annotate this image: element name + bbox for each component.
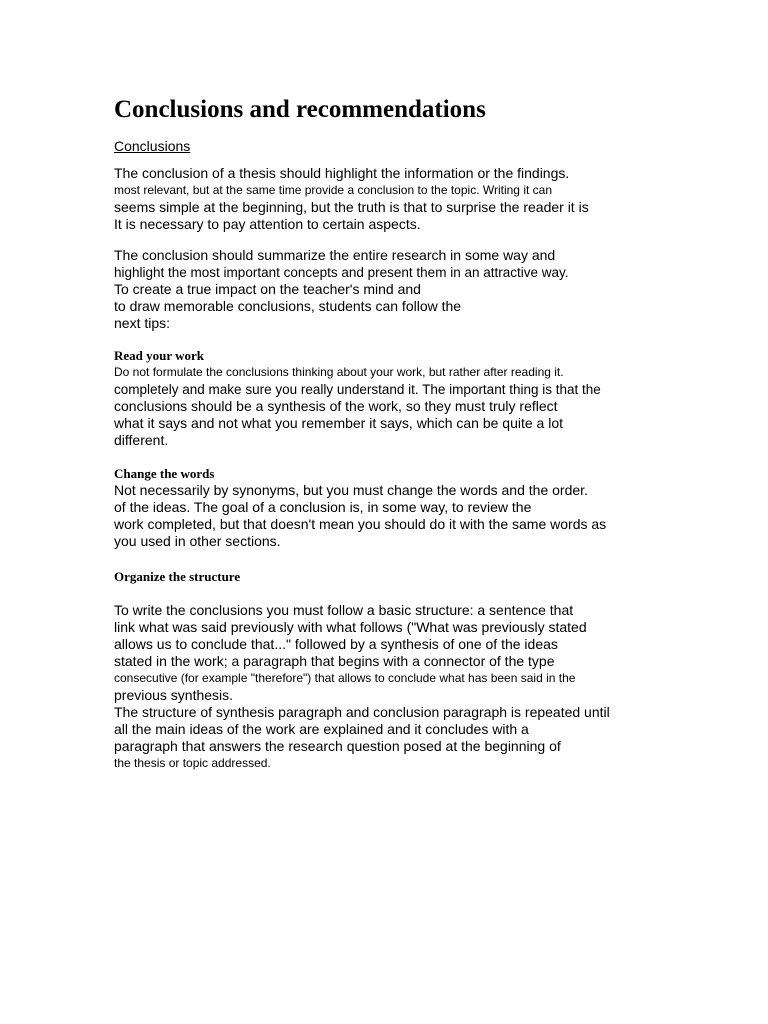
paragraph-line: all the main ideas of the work are explained and it concludes with a [114, 721, 529, 737]
paragraph-line: allows us to conclude that..." followed by a synthesis of one of the ideas [114, 636, 558, 652]
paragraph-line: completely and make sure you really understand it. The important thing is that the [114, 382, 601, 397]
paragraph-line: different. [114, 432, 169, 448]
paragraph-line: The conclusion should summarize the entire research in some way and [114, 247, 556, 263]
paragraph-line: The conclusion of a thesis should highlight the information or the findings. [114, 165, 570, 181]
paragraph-line: you used in other sections. [114, 533, 281, 549]
paragraph-line: It is necessary to pay attention to certain aspects. [114, 216, 421, 232]
paragraph-line: link what was said previously with what follows ("What was previously stated [114, 619, 587, 635]
section-body-change-the-words [114, 482, 606, 550]
paragraph-line: of the ideas. The goal of a conclusion is, in some way, to review the [114, 499, 532, 515]
document-title: Conclusions and recommendations [114, 96, 486, 123]
paragraph-line: The structure of synthesis paragraph and conclusion paragraph is repeated until [114, 704, 610, 720]
paragraph-line: conclusions should be a synthesis of the work, so they must truly reflect [114, 398, 558, 414]
section-body-organize-the-structure [114, 602, 610, 772]
intro-paragraph-1 [114, 165, 589, 233]
paragraph-line: stated in the work; a paragraph that begins with a connector of the type [114, 653, 555, 669]
section-body-read-your-work [114, 364, 601, 449]
intro-paragraph-2 [114, 247, 569, 332]
paragraph-line: seems simple at the beginning, but the truth is that to surprise the reader it is [114, 199, 589, 215]
paragraph-line: next tips: [114, 315, 171, 331]
paragraph-line: To write the conclusions you must follow a basic structure: a sentence that [114, 602, 574, 618]
paragraph-line: most relevant, but at the same time provide a conclusion to the topic. Writing it can [114, 183, 552, 197]
section-heading-organize-the-structure: Organize the structure [114, 569, 241, 584]
paragraph-line: paragraph that answers the research question posed at the beginning of [114, 738, 561, 754]
section-heading-read-your-work: Read your work [114, 348, 205, 363]
paragraph-line: To create a true impact on the teacher's mind and [114, 281, 421, 297]
section-subtitle: Conclusions [114, 138, 191, 154]
section-heading-change-the-words: Change the words [114, 466, 215, 481]
paragraph-line: work completed, but that doesn't mean you should do it with the same words as [114, 516, 607, 532]
paragraph-line: highlight the most important concepts and present them in an attractive way. [114, 265, 569, 280]
paragraph-line: Do not formulate the conclusions thinking about your work, but rather after reading it. [114, 365, 564, 379]
paragraph-line: what it says and not what you remember it says, which can be quite a lot [114, 415, 564, 431]
paragraph-line: the thesis or topic addressed. [114, 756, 271, 770]
paragraph-line: to draw memorable conclusions, students can follow the [114, 298, 462, 314]
paragraph-line: previous synthesis. [114, 687, 234, 703]
paragraph-line: consecutive (for example "therefore") that allows to conclude what has been said in the [114, 671, 576, 685]
paragraph-line: Not necessarily by synonyms, but you must change the words and the order. [114, 482, 588, 498]
